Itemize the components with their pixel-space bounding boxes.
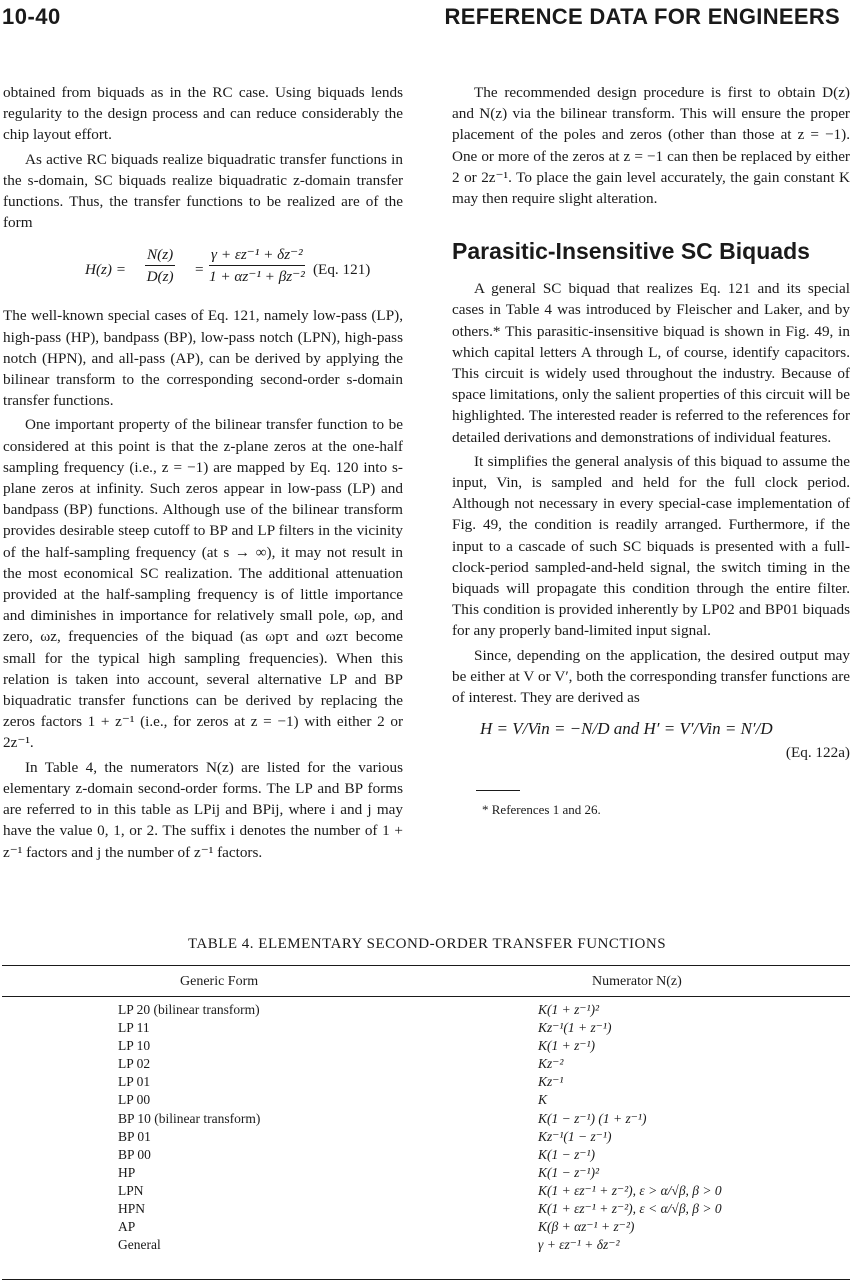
footnote: * References 1 and 26.	[482, 802, 601, 818]
table-cell-form: AP	[118, 1219, 136, 1235]
table-cell-form: LP 20 (bilinear transform)	[118, 1002, 260, 1017]
equation-121	[3, 241, 403, 297]
left-column	[3, 82, 403, 863]
fraction-numerator: γ + εz⁻¹ + δz⁻²	[209, 245, 305, 266]
paragraph: One important property of the bilinear transfer function to be considered at this point is that the z-plane zeros at the one-half sampling frequency (i.e., z = −1) are mapped by Eq. 120 into s-plane zeros at infinity. Such zeros appear in low-pass (LP) and bandpass (BP) functions. Although use of the bilinear transform provides desirable steep cutoff to BP and LP filters in the vicinity of the half-sampling frequency (at s → ∞), it may not result in the most economical SC realization. The additional attenuation provided at the half-sampling frequency is of little importance and diminishes in importance for relatively small pole, ωp, and zero, ωz, frequencies of the biquad (as ωpτ and ωzτ become small for the typical high sampling frequencies). When this relation is taken into account, several alternative LP and BP biquadratic transfer functions can be derived by replacing the zeros factors 1 + z⁻¹ (i.e., for zeros at z = −1) with either 2 or 2z⁻¹.	[3, 416, 403, 752]
fraction-numerator: N(z)	[145, 245, 175, 266]
table-rule	[2, 965, 850, 966]
equation-fraction	[209, 245, 305, 288]
table-cell-form: LP 11	[118, 1020, 150, 1036]
table-cell-numerator: K(1 − z⁻¹)²	[538, 1164, 600, 1180]
table-body	[0, 1002, 854, 1255]
table-cell-numerator: K(1 − z⁻¹)	[538, 1146, 596, 1162]
table-row	[0, 1002, 854, 1020]
table-cell-numerator: Kz⁻¹(1 − z⁻¹)	[538, 1128, 612, 1144]
page-number: 10-40	[2, 4, 61, 29]
table-cell-numerator: K(1 + εz⁻¹ + z⁻²), ε > α/√β, β > 0	[538, 1182, 722, 1198]
right-column	[452, 82, 850, 820]
table-row	[0, 1219, 854, 1237]
table-header-numerator: Numerator N(z)	[592, 974, 682, 989]
table-cell-numerator: K(1 + z⁻¹)²	[538, 1002, 600, 1017]
paragraph: A general SC biquad that realizes Eq. 121 and its special cases in Table 4 was introduced by Fleischer and Laker, and by others.* This parasitic-insensitive biquad is shown in Fig. 49, in which capital letters A through L, of course, identify capacitors. This circuit is widely used throughout the industry. Because of space limitations, only the salient properties of this circuit will be highlighted. The interested reader is referred to the references for detailed derivations and demonstrations of individual features.	[452, 280, 850, 446]
equals-sign: =	[195, 261, 204, 279]
equation-lhs: H(z) =	[85, 261, 127, 279]
table-caption: TABLE 4. ELEMENTARY SECOND-ORDER TRANSFER FUNCTIONS	[187, 936, 667, 952]
equation-tag: (Eq. 121)	[313, 261, 371, 279]
page-header	[0, 0, 854, 40]
table-cell-numerator: γ + εz⁻¹ + δz⁻²	[538, 1237, 620, 1253]
table-cell-numerator: K(1 + εz⁻¹ + z⁻²), ε < α/√β, β > 0	[538, 1201, 722, 1217]
table-cell-numerator: K	[538, 1092, 548, 1108]
table-cell-form: HP	[118, 1164, 136, 1180]
table-rule	[2, 1279, 850, 1280]
table-cell-form: BP 10 (bilinear transform)	[118, 1110, 261, 1126]
table-row	[0, 1092, 854, 1110]
equation-tag: (Eq. 122a)	[785, 744, 850, 762]
table-cell-form: General	[118, 1237, 161, 1253]
table-cell-form: LP 10	[118, 1038, 151, 1054]
paragraph: obtained from biquads as in the RC case. Using biquads lends regularity to the design process and can reduce considerably the chip layout effort.	[3, 84, 403, 144]
equation-fraction	[145, 245, 175, 288]
table-cell-numerator: K(1 − z⁻¹) (1 + z⁻¹)	[538, 1110, 647, 1126]
table-cell-form: LP 02	[118, 1056, 151, 1072]
table-rule	[2, 996, 850, 997]
running-title: REFERENCE DATA FOR ENGINEERS	[444, 4, 840, 29]
fraction-denominator: 1 + αz⁻¹ + βz⁻²	[209, 268, 305, 286]
section-heading: Parasitic-Insensitive SC Biquads	[452, 238, 810, 265]
paragraph: It simplifies the general analysis of this biquad to assume the input, Vin, is sampled and held for the full clock period. Although not necessary in every special-case implementation of Fig. 49, the condition is readily arranged. Furthermore, if the input to a cascade of such SC biquads is presented with a full-clock-period sampled-and-held signal, the switch timing in the biquads will propagate this condition through the entire filter. This condition is provided inherently by LP02 and BP01 biquads for any properly band-limited input signal.	[452, 452, 850, 640]
table-cell-numerator: Kz⁻¹	[538, 1074, 564, 1090]
table-row	[0, 1111, 854, 1129]
table-header-generic-form: Generic Form	[180, 974, 259, 989]
table-row	[0, 1074, 854, 1092]
table-cell-numerator: K(β + αz⁻¹ + z⁻²)	[538, 1219, 635, 1235]
table-cell-numerator: Kz⁻²	[538, 1056, 564, 1072]
table-row	[0, 1038, 854, 1056]
table-cell-form: LP 00	[118, 1092, 151, 1108]
table-row	[0, 1020, 854, 1038]
fraction-denominator: D(z)	[146, 268, 174, 286]
paragraph: The recommended design procedure is first to obtain D(z) and N(z) via the bilinear transform. This will ensure the proper placement of the poles and zeros (other than those at z = −1). One or more of the zeros at z = −1 can then be replaced by either 2 or 2z⁻¹. To place the gain level accurately, the gain constant K may then require slight alteration.	[452, 84, 850, 208]
table-cell-form: LPN	[118, 1182, 144, 1198]
table-row	[0, 1056, 854, 1074]
table-cell-form: BP 00	[118, 1146, 151, 1162]
table-cell-numerator: K(1 + z⁻¹)	[538, 1038, 596, 1054]
paragraph: Since, depending on the application, the desired output may be either at V or V′, both the corresponding transfer functions are of interest. They are derived as	[452, 646, 850, 707]
table-row	[0, 1201, 854, 1219]
table-row	[0, 1183, 854, 1201]
table-cell-numerator: Kz⁻¹(1 + z⁻¹)	[538, 1020, 612, 1036]
table-row	[0, 1165, 854, 1183]
paragraph: In Table 4, the numerators N(z) are listed for the various elementary z-domain second-order forms. The LP and BP forms are referred to in this table as LPij and BPij, where i and j may have the value 0, 1, or 2. The suffix i denotes the number of 1 + z⁻¹ factors and j the number of z⁻¹ factors.	[3, 758, 403, 861]
paragraph: As active RC biquads realize biquadratic transfer functions in the s-domain, SC biquads realize biquadratic z-domain transfer functions. Thus, the transfer functions to be realized are of the form	[3, 150, 403, 232]
equation-main: H = V/Vin = −N/D and H′ = V′/Vin = N′/D	[480, 719, 773, 739]
footnote-rule	[476, 790, 520, 791]
equation-122a	[452, 716, 850, 766]
table-row	[0, 1147, 854, 1165]
table-row	[0, 1129, 854, 1147]
table-cell-form: HPN	[118, 1201, 146, 1217]
table-cell-form: BP 01	[118, 1128, 151, 1144]
table-row	[0, 1237, 854, 1255]
paragraph: The well-known special cases of Eq. 121, namely low-pass (LP), high-pass (HP), bandpass (BP), low-pass notch (LPN), high-pass notch (HPN), and all-pass (AP), can be derived by applying the bilinear transform to the corresponding second-order s-domain transfer functions.	[3, 307, 403, 410]
table-cell-form: LP 01	[118, 1074, 151, 1090]
